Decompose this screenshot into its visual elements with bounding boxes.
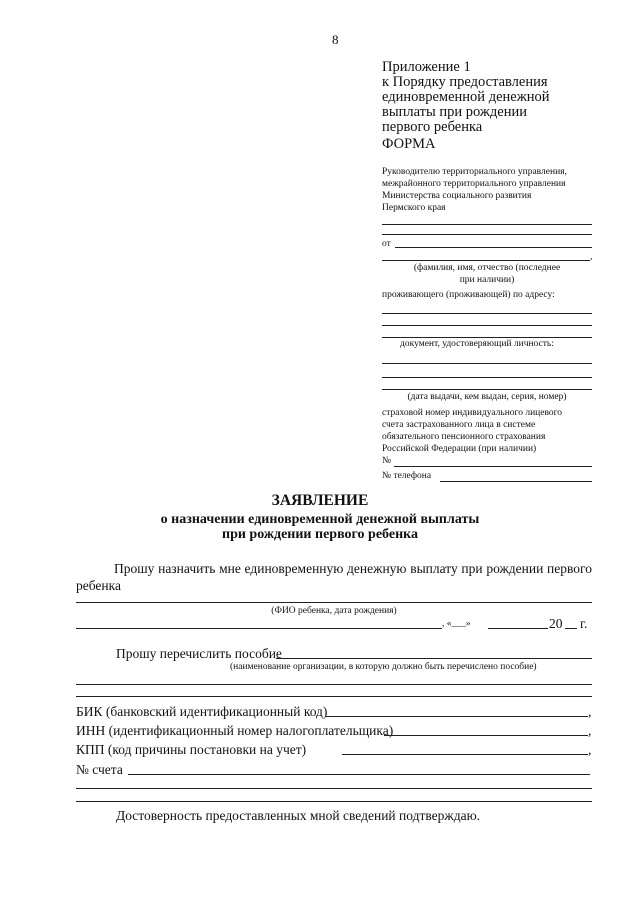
doc-line[interactable] — [382, 389, 592, 390]
snils-block — [382, 407, 602, 467]
child-hint: (ФИО ребенка, дата рождения) — [271, 606, 397, 616]
doc-label: документ, удостоверяющий личность: — [400, 339, 554, 349]
account-line-2[interactable] — [76, 788, 592, 789]
request-text-continued: ребенка — [76, 578, 121, 593]
appendix-line: Приложение 1 — [382, 59, 471, 75]
appendix-line: к Порядку предоставления — [382, 74, 548, 90]
snils-line: обязательного пенсионного страхования — [382, 432, 546, 442]
fio-second-line[interactable] — [382, 260, 590, 261]
address-line[interactable] — [382, 325, 592, 326]
snils-line: страховой номер индивидуального лицевого — [382, 408, 563, 418]
snils-number-label: № — [382, 456, 392, 466]
phone-label: № телефона — [382, 471, 432, 481]
appendix-block — [382, 60, 550, 135]
snils-line: счета застрахованного лица в системе — [382, 420, 536, 430]
addressee-blank-line[interactable] — [382, 224, 592, 225]
account-label: № счета — [76, 762, 123, 777]
document-title: ЗАЯВЛЕНИЕ — [271, 492, 369, 509]
doc-line[interactable] — [382, 363, 592, 364]
bik-label: БИК (банковский идентификационный код) — [76, 704, 328, 719]
fio-hint — [382, 262, 592, 286]
fio-hint-line: при наличии) — [459, 275, 515, 285]
addressee-block — [382, 166, 602, 214]
address-line[interactable] — [382, 313, 592, 314]
addressee-line: межрайонного территориального управления — [382, 179, 566, 189]
inn-label: ИНН (идентификационный номер налогоплательщика) — [76, 723, 394, 738]
document-subtitle: при рождении первого ребенка — [222, 527, 418, 542]
year-suffix: г. — [580, 616, 588, 631]
appendix-line: выплаты при рождении — [382, 104, 527, 120]
fio-hint-line: (фамилия, имя, отчество (последнее — [413, 263, 561, 273]
from-label: от — [382, 239, 391, 249]
doc-hint: (дата выдачи, кем выдан, серия, номер) — [407, 392, 567, 402]
addressee-line: Руководителю территориального управления, — [382, 167, 567, 177]
year-prefix: 20 — [549, 616, 563, 631]
page-number: 8 — [332, 32, 339, 47]
comma-mark: , — [588, 723, 592, 738]
doc-line[interactable] — [382, 377, 592, 378]
addressee-line: Министерства социального развития — [382, 191, 532, 201]
residing-label: проживающего (проживающей) по адресу: — [382, 290, 555, 300]
bik-line[interactable] — [326, 716, 588, 717]
request-text — [76, 561, 592, 577]
account-line[interactable] — [128, 774, 590, 775]
date-quote: , «___» — [442, 619, 471, 629]
addressee-blank-line[interactable] — [382, 234, 592, 235]
organization-line-2[interactable] — [76, 684, 592, 685]
from-fio-line[interactable] — [395, 247, 592, 248]
child-fio-line[interactable] — [76, 602, 592, 603]
appendix-line: первого ребенка — [382, 119, 483, 135]
confirmation-text: Достоверность предоставленных мной сведений подтверждаю. — [116, 808, 481, 823]
snils-line: Российской Федерации (при наличии) — [382, 444, 537, 454]
document-subtitle: о назначении единовременной денежной выплаты — [160, 512, 480, 527]
form-label: ФОРМА — [382, 136, 436, 152]
request-text-line: Прошу назначить мне единовременную денежную выплату при рождении первого — [114, 561, 592, 576]
comma-mark: , — [588, 742, 592, 757]
transfer-request: Прошу перечислить пособие — [116, 646, 282, 661]
phone-line[interactable] — [440, 481, 592, 482]
child-birth-line[interactable] — [76, 628, 442, 629]
account-line-3[interactable] — [76, 801, 592, 802]
comma-mark: , — [590, 252, 593, 262]
year-line[interactable] — [565, 628, 577, 629]
inn-line[interactable] — [384, 735, 588, 736]
organization-line[interactable] — [276, 658, 592, 659]
month-line[interactable] — [488, 628, 548, 629]
kpp-label: КПП (код причины постановки на учет) — [76, 742, 307, 757]
addressee-line: Пермского края — [382, 203, 446, 213]
org-hint: (наименование организации, в которую должно быть перечислено пособие) — [230, 662, 537, 672]
appendix-line: единовременной денежной — [382, 89, 550, 105]
comma-mark: , — [588, 704, 592, 719]
snils-number-line[interactable] — [394, 466, 592, 467]
organization-line-3[interactable] — [76, 696, 592, 697]
kpp-line[interactable] — [342, 754, 588, 755]
